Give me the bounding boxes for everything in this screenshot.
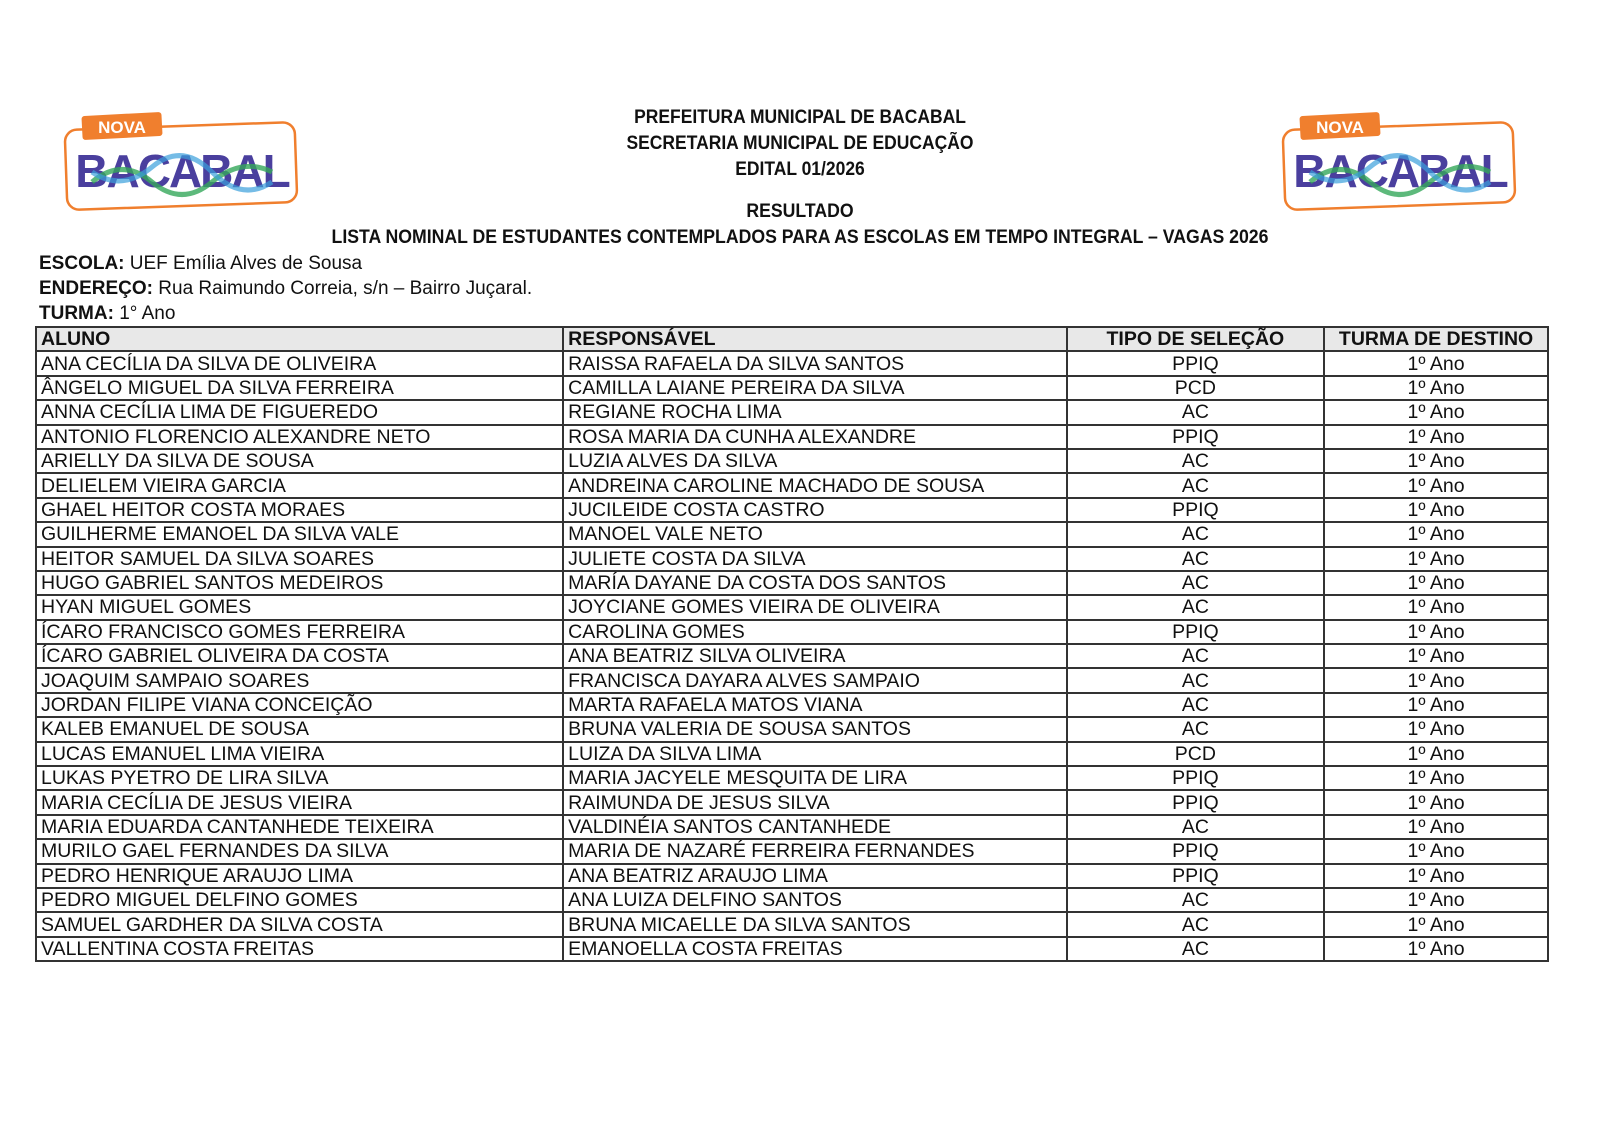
- table-row: [36, 839, 1548, 863]
- responsavel-cell: ANA LUIZA DELFINO SANTOS: [563, 888, 1066, 912]
- table-row: [36, 888, 1548, 912]
- tipo-selecao-cell: AC: [1067, 888, 1325, 912]
- turma-destino-cell: 1º Ano: [1324, 693, 1548, 717]
- responsavel-cell: JUCILEIDE COSTA CASTRO: [563, 498, 1066, 522]
- responsavel-cell: BRUNA MICAELLE DA SILVA SANTOS: [563, 912, 1066, 936]
- tipo-selecao-cell: AC: [1067, 400, 1325, 424]
- responsavel-cell: FRANCISCA DAYARA ALVES SAMPAIO: [563, 668, 1066, 692]
- svg-text:NOVA: NOVA: [1316, 118, 1364, 137]
- turma-destino-cell: 1º Ano: [1324, 498, 1548, 522]
- responsavel-cell: MARTA RAFAELA MATOS VIANA: [563, 693, 1066, 717]
- tipo-selecao-cell: PCD: [1067, 742, 1325, 766]
- turma-destino-cell: 1º Ano: [1324, 644, 1548, 668]
- turma-destino-cell: 1º Ano: [1324, 937, 1548, 961]
- tipo-selecao-cell: AC: [1067, 644, 1325, 668]
- endereco-value: Rua Raimundo Correia, s/n – Bairro Juçaral.: [153, 278, 533, 299]
- table-row: [36, 376, 1548, 400]
- turma-destino-cell: 1º Ano: [1324, 839, 1548, 863]
- tipo-selecao-cell: AC: [1067, 693, 1325, 717]
- table-row: [36, 595, 1548, 619]
- responsavel-cell: EMANOELLA COSTA FREITAS: [563, 937, 1066, 961]
- aluno-cell: KALEB EMANUEL DE SOUSA: [36, 717, 563, 741]
- aluno-cell: ARIELLY DA SILVA DE SOUSA: [36, 449, 563, 473]
- turma-destino-cell: 1º Ano: [1324, 888, 1548, 912]
- turma-destino-cell: 1º Ano: [1324, 547, 1548, 571]
- responsavel-cell: ANA BEATRIZ SILVA OLIVEIRA: [563, 644, 1066, 668]
- turma-destino-cell: 1º Ano: [1324, 522, 1548, 546]
- turma-line: [39, 301, 532, 326]
- escola-line: [39, 251, 532, 276]
- tipo-selecao-cell: PPIQ: [1067, 425, 1325, 449]
- column-header-responsavel: RESPONSÁVEL: [563, 327, 1066, 351]
- aluno-cell: ÍCARO FRANCISCO GOMES FERREIRA: [36, 620, 563, 644]
- table-row: [36, 693, 1548, 717]
- turma-destino-cell: 1º Ano: [1324, 473, 1548, 497]
- tipo-selecao-cell: AC: [1067, 668, 1325, 692]
- turma-destino-cell: 1º Ano: [1324, 864, 1548, 888]
- turma-destino-cell: 1º Ano: [1324, 449, 1548, 473]
- aluno-cell: HYAN MIGUEL GOMES: [36, 595, 563, 619]
- table-row: [36, 864, 1548, 888]
- school-info: [39, 251, 532, 326]
- students-table: [35, 326, 1549, 962]
- tipo-selecao-cell: AC: [1067, 547, 1325, 571]
- aluno-cell: ÍCARO GABRIEL OLIVEIRA DA COSTA: [36, 644, 563, 668]
- tipo-selecao-cell: PPIQ: [1067, 498, 1325, 522]
- escola-label: ESCOLA:: [39, 253, 125, 274]
- table-row: [36, 912, 1548, 936]
- result-heading: [0, 199, 1600, 251]
- table-row: [36, 449, 1548, 473]
- table-row: [36, 620, 1548, 644]
- turma-value: 1° Ano: [113, 303, 176, 324]
- responsavel-cell: CAMILLA LAIANE PEREIRA DA SILVA: [563, 376, 1066, 400]
- aluno-cell: DELIELEM VIEIRA GARCIA: [36, 473, 563, 497]
- header-secretariat: SECRETARIA MUNICIPAL DE EDUCAÇÃO: [626, 133, 974, 154]
- tipo-selecao-cell: AC: [1067, 571, 1325, 595]
- responsavel-cell: CAROLINA GOMES: [563, 620, 1066, 644]
- table-header-row: [36, 327, 1548, 351]
- table-row: [36, 815, 1548, 839]
- table-row: [36, 742, 1548, 766]
- table-row: [36, 425, 1548, 449]
- responsavel-cell: LUIZA DA SILVA LIMA: [563, 742, 1066, 766]
- aluno-cell: ANTONIO FLORENCIO ALEXANDRE NETO: [36, 425, 563, 449]
- responsavel-cell: MARIA JACYELE MESQUITA DE LIRA: [563, 766, 1066, 790]
- header-edital: EDITAL 01/2026: [735, 159, 865, 180]
- table-row: [36, 522, 1548, 546]
- column-header-aluno: ALUNO: [36, 327, 563, 351]
- endereco-line: [39, 276, 532, 301]
- turma-label: TURMA:: [39, 303, 114, 324]
- aluno-cell: LUCAS EMANUEL LIMA VIEIRA: [36, 742, 563, 766]
- turma-destino-cell: 1º Ano: [1324, 815, 1548, 839]
- aluno-cell: MARIA EDUARDA CANTANHEDE TEIXEIRA: [36, 815, 563, 839]
- column-header-tipo-selecao: TIPO DE SELEÇÃO: [1067, 327, 1325, 351]
- result-title: RESULTADO: [746, 201, 854, 222]
- aluno-cell: ANA CECÍLIA DA SILVA DE OLIVEIRA: [36, 351, 563, 375]
- svg-text:BACABAL: BACABAL: [1293, 145, 1507, 197]
- turma-destino-cell: 1º Ano: [1324, 376, 1548, 400]
- aluno-cell: ANNA CECÍLIA LIMA DE FIGUEREDO: [36, 400, 563, 424]
- table-row: [36, 571, 1548, 595]
- endereco-label: ENDEREÇO:: [39, 278, 154, 299]
- turma-destino-cell: 1º Ano: [1324, 400, 1548, 424]
- turma-destino-cell: 1º Ano: [1324, 571, 1548, 595]
- responsavel-cell: VALDINÉIA SANTOS CANTANHEDE: [563, 815, 1066, 839]
- tipo-selecao-cell: PPIQ: [1067, 766, 1325, 790]
- svg-text:BACABAL: BACABAL: [75, 145, 289, 197]
- turma-destino-cell: 1º Ano: [1324, 425, 1548, 449]
- tipo-selecao-cell: PPIQ: [1067, 864, 1325, 888]
- header-municipality: PREFEITURA MUNICIPAL DE BACABAL: [634, 107, 966, 128]
- tipo-selecao-cell: PPIQ: [1067, 351, 1325, 375]
- table-row: [36, 790, 1548, 814]
- aluno-cell: GUILHERME EMANOEL DA SILVA VALE: [36, 522, 563, 546]
- table-body: [36, 351, 1548, 961]
- responsavel-cell: ANDREINA CAROLINE MACHADO DE SOUSA: [563, 473, 1066, 497]
- tipo-selecao-cell: PCD: [1067, 376, 1325, 400]
- responsavel-cell: ROSA MARIA DA CUNHA ALEXANDRE: [563, 425, 1066, 449]
- tipo-selecao-cell: AC: [1067, 595, 1325, 619]
- aluno-cell: PEDRO MIGUEL DELFINO GOMES: [36, 888, 563, 912]
- aluno-cell: GHAEL HEITOR COSTA MORAES: [36, 498, 563, 522]
- tipo-selecao-cell: PPIQ: [1067, 790, 1325, 814]
- aluno-cell: JORDAN FILIPE VIANA CONCEIÇÃO: [36, 693, 563, 717]
- turma-destino-cell: 1º Ano: [1324, 717, 1548, 741]
- responsavel-cell: MANOEL VALE NETO: [563, 522, 1066, 546]
- table-row: [36, 351, 1548, 375]
- tipo-selecao-cell: AC: [1067, 912, 1325, 936]
- table-row: [36, 717, 1548, 741]
- responsavel-cell: MARIA DE NAZARÉ FERREIRA FERNANDES: [563, 839, 1066, 863]
- aluno-cell: VALLENTINA COSTA FREITAS: [36, 937, 563, 961]
- document-header: [0, 105, 1600, 183]
- aluno-cell: MARIA CECÍLIA DE JESUS VIEIRA: [36, 790, 563, 814]
- table-row: [36, 644, 1548, 668]
- turma-destino-cell: 1º Ano: [1324, 668, 1548, 692]
- turma-destino-cell: 1º Ano: [1324, 742, 1548, 766]
- table-row: [36, 547, 1548, 571]
- aluno-cell: HEITOR SAMUEL DA SILVA SOARES: [36, 547, 563, 571]
- escola-value: UEF Emília Alves de Sousa: [124, 253, 363, 274]
- responsavel-cell: ANA BEATRIZ ARAUJO LIMA: [563, 864, 1066, 888]
- turma-destino-cell: 1º Ano: [1324, 790, 1548, 814]
- aluno-cell: PEDRO HENRIQUE ARAUJO LIMA: [36, 864, 563, 888]
- tipo-selecao-cell: AC: [1067, 522, 1325, 546]
- table-row: [36, 937, 1548, 961]
- turma-destino-cell: 1º Ano: [1324, 351, 1548, 375]
- aluno-cell: SAMUEL GARDHER DA SILVA COSTA: [36, 912, 563, 936]
- aluno-cell: LUKAS PYETRO DE LIRA SILVA: [36, 766, 563, 790]
- table-row: [36, 498, 1548, 522]
- turma-destino-cell: 1º Ano: [1324, 766, 1548, 790]
- tipo-selecao-cell: AC: [1067, 473, 1325, 497]
- tipo-selecao-cell: PPIQ: [1067, 620, 1325, 644]
- aluno-cell: MURILO GAEL FERNANDES DA SILVA: [36, 839, 563, 863]
- column-header-turma-destino: TURMA DE DESTINO: [1324, 327, 1548, 351]
- turma-destino-cell: 1º Ano: [1324, 620, 1548, 644]
- aluno-cell: ÂNGELO MIGUEL DA SILVA FERREIRA: [36, 376, 563, 400]
- tipo-selecao-cell: PPIQ: [1067, 839, 1325, 863]
- responsavel-cell: REGIANE ROCHA LIMA: [563, 400, 1066, 424]
- table-row: [36, 400, 1548, 424]
- tipo-selecao-cell: AC: [1067, 937, 1325, 961]
- tipo-selecao-cell: AC: [1067, 717, 1325, 741]
- responsavel-cell: BRUNA VALERIA DE SOUSA SANTOS: [563, 717, 1066, 741]
- table-row: [36, 473, 1548, 497]
- responsavel-cell: JULIETE COSTA DA SILVA: [563, 547, 1066, 571]
- svg-text:NOVA: NOVA: [98, 118, 146, 137]
- responsavel-cell: JOYCIANE GOMES VIEIRA DE OLIVEIRA: [563, 595, 1066, 619]
- result-subtitle: LISTA NOMINAL DE ESTUDANTES CONTEMPLADOS PARA AS ESCOLAS EM TEMPO INTEGRAL – VAGAS 2026: [331, 227, 1269, 248]
- aluno-cell: HUGO GABRIEL SANTOS MEDEIROS: [36, 571, 563, 595]
- responsavel-cell: MARÍA DAYANE DA COSTA DOS SANTOS: [563, 571, 1066, 595]
- tipo-selecao-cell: AC: [1067, 815, 1325, 839]
- aluno-cell: JOAQUIM SAMPAIO SOARES: [36, 668, 563, 692]
- responsavel-cell: RAISSA RAFAELA DA SILVA SANTOS: [563, 351, 1066, 375]
- table-row: [36, 766, 1548, 790]
- tipo-selecao-cell: AC: [1067, 449, 1325, 473]
- responsavel-cell: RAIMUNDA DE JESUS SILVA: [563, 790, 1066, 814]
- responsavel-cell: LUZIA ALVES DA SILVA: [563, 449, 1066, 473]
- turma-destino-cell: 1º Ano: [1324, 595, 1548, 619]
- turma-destino-cell: 1º Ano: [1324, 912, 1548, 936]
- table-row: [36, 668, 1548, 692]
